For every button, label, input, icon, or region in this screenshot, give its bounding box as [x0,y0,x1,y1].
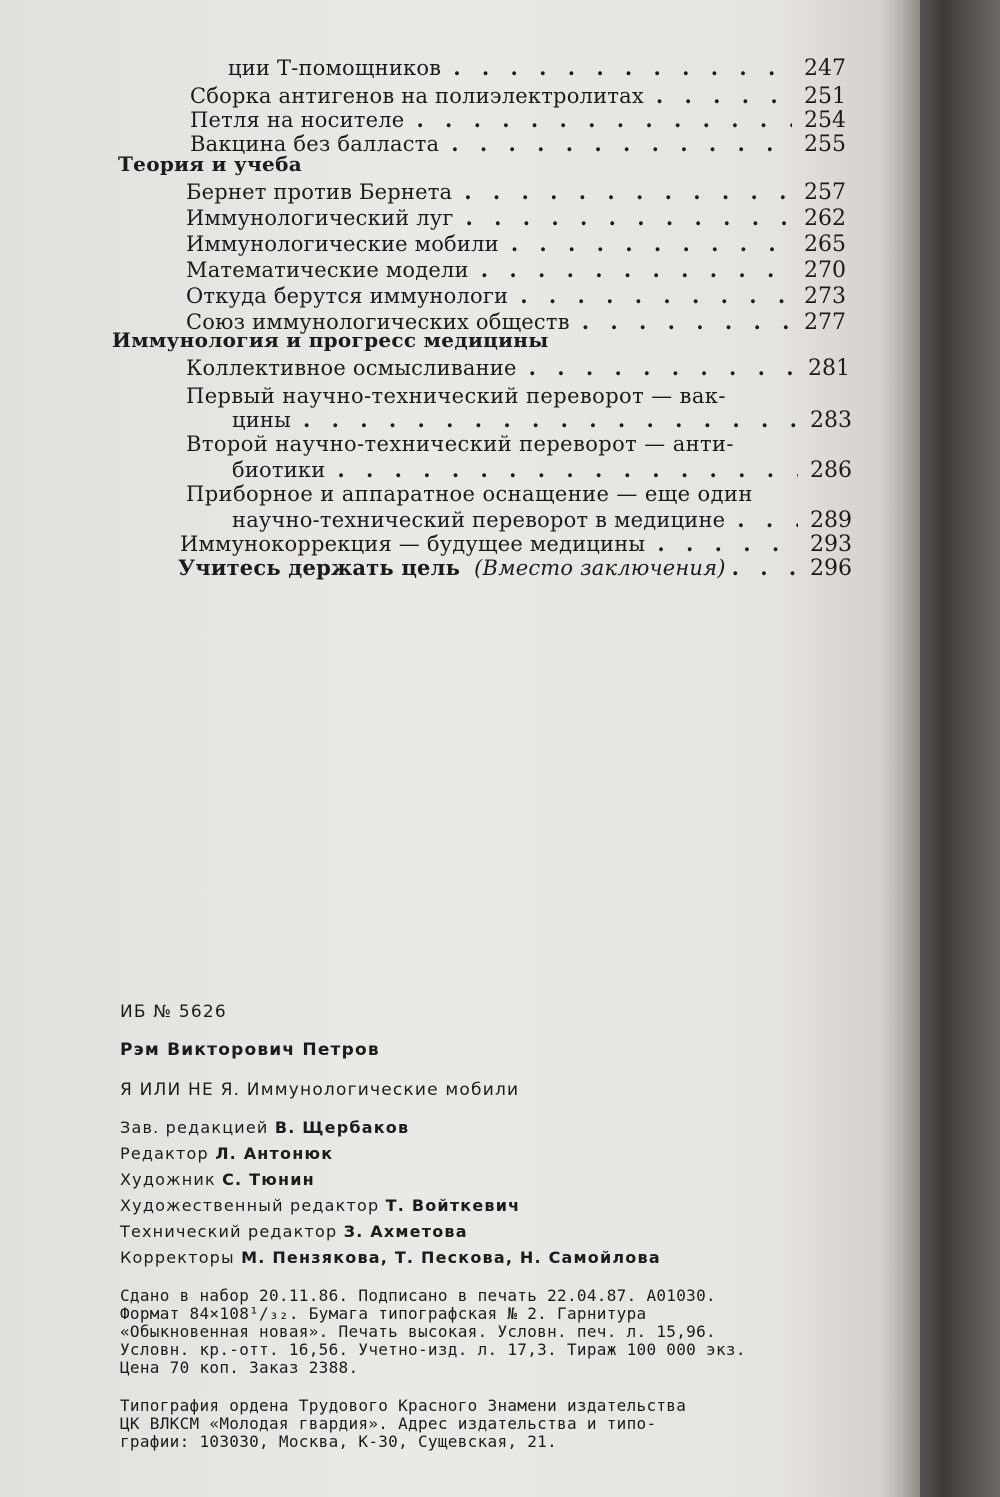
toc-entry-page: 277 [804,310,846,335]
toc-entry-page: 270 [804,258,846,283]
toc-entry [180,532,852,557]
toc-leader-dots [520,284,792,308]
toc-entry-title: цины [232,408,292,432]
print-details-line: Цена 70 коп. Заказ 2388. [120,1358,359,1377]
toc-entry-page: 296 [810,556,852,581]
toc-entry-title: биотики [232,458,326,482]
toc-entry-page: 273 [804,284,846,309]
toc-entry [186,356,850,381]
credit-line [120,1118,409,1137]
publication-imprint [0,990,900,1470]
toc-leader-dots [466,206,792,230]
toc-entry [186,258,846,283]
toc-entry-page: 262 [804,206,846,231]
toc-entry-title: Иммунологические мобили [186,232,499,256]
credit-name: С. Тюнин [222,1170,315,1189]
toc-entry [186,232,846,257]
toc-entry-page: 283 [810,408,852,433]
credit-line [120,1196,520,1215]
toc-entry-title-line: Второй научно-технический переворот — анти- [186,432,734,456]
toc-entry-page: 265 [804,232,846,257]
toc-entry-title: Математические модели [186,258,469,282]
toc-entry-page: 254 [804,108,846,133]
toc-leader-dots [732,556,798,580]
toc-entry-title: Учитесь держать цель [178,555,461,580]
toc-entry [186,206,846,231]
printer-line: ЦК ВЛКСМ «Молодая гвардия». Адрес издательства и типо- [120,1414,657,1433]
toc-entry-page: 251 [804,84,846,109]
credit-line [120,1170,315,1189]
toc-leader-dots [337,458,798,482]
toc-entry-note: (Вместо заключения) [474,556,726,580]
toc-entry-page: 281 [808,356,850,381]
toc-entry [232,508,852,533]
toc-leader-dots [416,108,792,132]
toc-entry [232,408,852,433]
print-details-line: Формат 84×108¹/₃₂. Бумага типографская № 2. Гарнитура [120,1304,647,1323]
credit-name: В. Щербаков [274,1118,410,1137]
book-cover-edge [920,0,1000,1497]
toc-entry [190,84,846,109]
author-name: Рэм Викторович Петров [120,1040,380,1060]
toc-entry-title-line: Первый научно-технический переворот — вак- [186,384,726,408]
printer-line: графии: 103030, Москва, К-30, Сущевская, 21. [120,1432,558,1451]
ib-number: ИБ № 5626 [120,1002,227,1022]
toc-entry-title: Иммунологический луг [186,206,454,230]
toc-entry-title: Коллективное осмысливание [186,356,517,380]
credit-name: М. Пензякова, Т. Пескова, Н. Самойлова [241,1248,661,1267]
credit-name: З. Ахметова [343,1222,468,1241]
toc-entry-page: 247 [804,56,846,81]
toc-leader-dots [737,508,798,532]
toc-section-heading: Теория и учеба [118,152,302,176]
toc-leader-dots [451,132,792,156]
toc-entry-page: 255 [804,132,846,157]
print-details-line: Сдано в набор 20.11.86. Подписано в печать 22.04.87. А01030. [120,1286,716,1305]
credit-role: Редактор [120,1144,216,1163]
credit-role: Художественный редактор [120,1196,386,1215]
credit-line [120,1222,468,1241]
toc-entry-title: научно-технический переворот в медицине [232,508,726,532]
credit-name: Т. Войткевич [385,1196,521,1215]
toc-entry-title: Вакцина без балласта [190,132,440,156]
toc-entry [186,284,846,309]
toc-entry [232,458,852,483]
toc-entry-title: Союз иммунологических обществ [186,310,570,334]
toc-leader-dots [657,532,798,556]
toc-entry [178,556,852,581]
toc-entry-page: 293 [810,532,852,557]
credit-line [120,1144,333,1163]
credit-line [120,1248,661,1267]
print-details-line: «Обыкновенная новая». Печать высокая. Условн. печ. л. 15,96. [120,1322,716,1341]
toc-leader-dots [303,408,798,432]
toc-entry-title: Сборка антигенов на полиэлектролитах [190,84,644,108]
toc-entry-title: Иммунокоррекция — будущее медицины [180,532,646,556]
toc-entry-page: 289 [810,508,852,533]
toc-leader-dots [453,56,792,80]
toc-entry-title: Бернет против Бернета [186,180,453,204]
toc-leader-dots [529,356,796,380]
toc-entry [186,180,846,205]
toc-leader-dots [582,310,792,334]
toc-entry-title: Петля на носителе [190,108,405,132]
credit-role: Зав. редакцией [120,1118,275,1137]
toc-entry-page: 286 [810,458,852,483]
credit-role: Корректоры [120,1248,242,1267]
credit-name: Л. Антонюк [215,1144,334,1163]
toc-leader-dots [656,84,792,108]
toc-entry [190,108,846,133]
toc-section-heading: Иммунология и прогресс медицины [112,328,549,352]
toc-leader-dots [481,258,792,282]
credit-role: Технический редактор [120,1222,344,1241]
toc-entry-title: ции Т-помощников [228,56,442,80]
toc-leader-dots [511,232,792,256]
printer-line: Типография ордена Трудового Красного Знамени издательства [120,1396,687,1415]
credit-role: Художник [120,1170,223,1189]
toc-leader-dots [464,180,792,204]
toc-entry-page: 257 [804,180,846,205]
book-title: Я ИЛИ НЕ Я. Иммунологические мобили [120,1080,520,1100]
table-of-contents [0,0,880,600]
print-details-line: Условн. кр.-отт. 16,56. Учетно-изд. л. 17,3. Тираж 100 000 экз. [120,1340,746,1359]
toc-entry-title-line: Приборное и аппаратное оснащение — еще один [186,482,753,506]
toc-entry-title: Откуда берутся иммунологи [186,284,509,308]
toc-entry [228,56,846,81]
